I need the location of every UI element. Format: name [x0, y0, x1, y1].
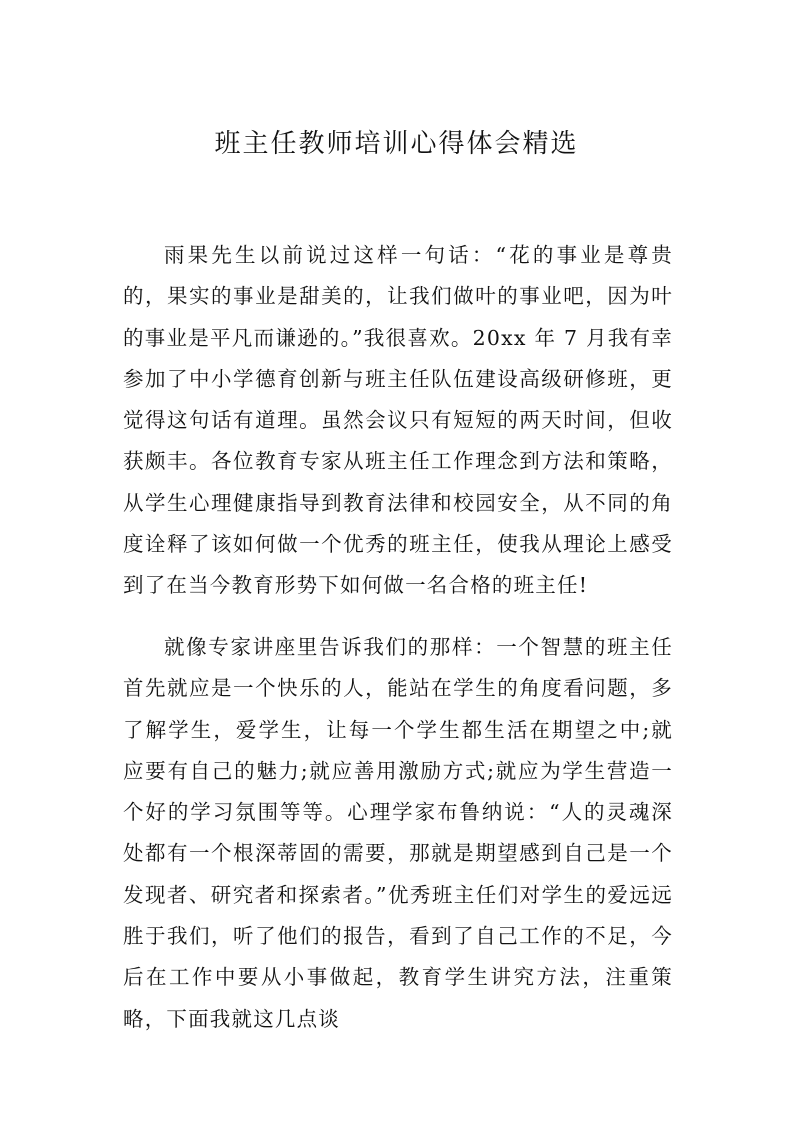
body-paragraph-1: 雨果先生以前说过这样一句话：“花的事业是尊贵的，果实的事业是甜美的，让我们做叶的事业吧，因为叶的事业是平凡而谦逊的。”我很喜欢。20xx 年 7 月我有幸参加了中小学德育创新与班主任队伍建设高级研修班，更觉得这句话有道理。虽然会议只有短短的两天时间，但收获颇丰。各位教育专家从班主任工作理念到方法和策略，从学生心理健康指导到教育法律和校园安全，从不同的角度诠释了该如何做一个优秀的班主任，使我从理论上感受到了在当今教育形势下如何做一名合格的班主任! [123, 243, 673, 598]
body-paragraph-2: 就像专家讲座里告诉我们的那样：一个智慧的班主任首先就应是一个快乐的人，能站在学生的角度看问题，多了解学生，爱学生，让每一个学生都生活在期望之中;就应要有自己的魅力;就应善用激励方式;就应为学生营造一个好的学习氛围等等。心理学家布鲁纳说：“人的灵魂深处都有一个根深蒂固的需要，那就是期望感到自己是一个发现者、研究者和探索者。”优秀班主任们对学生的爱远远胜于我们，听了他们的报告，看到了自己工作的不足，今后在工作中要从小事做起，教育学生讲究方法，注重策略，下面我就这几点谈 [123, 635, 673, 1031]
document-title: 班主任教师培训心得体会精选 [214, 129, 579, 159]
